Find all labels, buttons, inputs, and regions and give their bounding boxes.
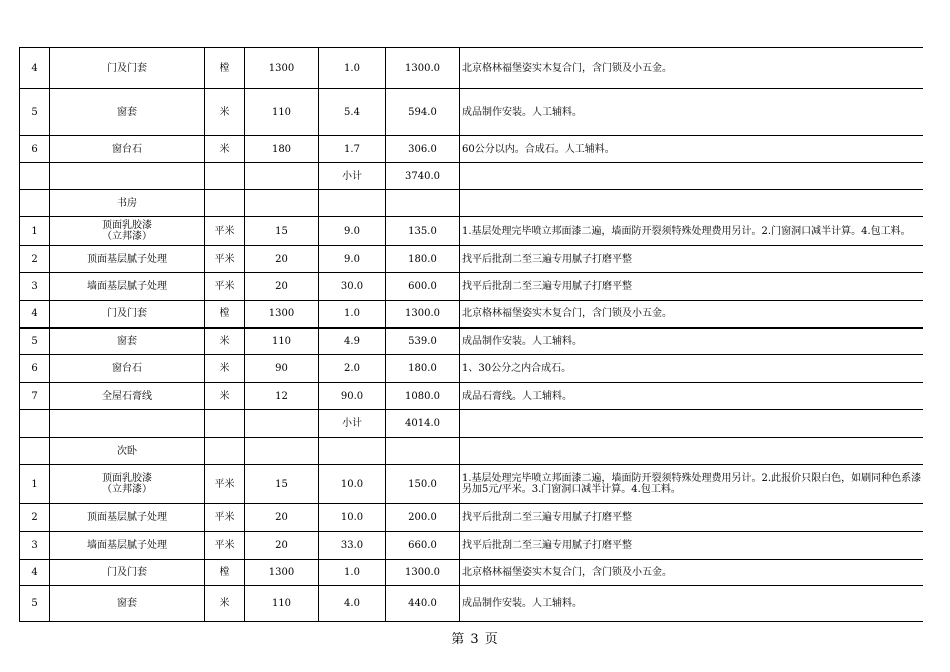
unit-price-cell: 15 [245,465,319,504]
quotation-table [19,47,923,622]
unit-price-cell [245,438,319,465]
amount-cell [386,190,460,217]
unit-cell: 米 [205,355,245,383]
row-number-cell [20,163,50,190]
table-row [20,136,923,163]
table-row [20,532,923,560]
unit-price-cell: 90 [245,355,319,383]
table-row [20,410,923,438]
quantity-cell [319,438,386,465]
description-cell: 找平后批刮二至三遍专用腻子打磨平整 [460,504,923,532]
table-row [20,190,923,217]
row-number-cell: 3 [20,532,50,560]
table-row [20,504,923,532]
amount-cell: 3740.0 [386,163,460,190]
quantity-cell: 4.9 [319,328,386,355]
page-number: 第 3 页 [451,632,499,647]
quantity-cell [319,190,386,217]
amount-cell: 180.0 [386,246,460,273]
table-row [20,355,923,383]
item-name-cell: 墙面基层腻子处理 [50,273,205,301]
row-number-cell: 2 [20,504,50,532]
amount-cell: 1300.0 [386,301,460,328]
quantity-cell: 1.0 [319,560,386,586]
table-row [20,246,923,273]
table-row [20,586,923,622]
item-name-cell: 窗套 [50,328,205,355]
unit-price-cell: 20 [245,532,319,560]
amount-cell: 600.0 [386,273,460,301]
description-cell [460,410,923,438]
table-body [20,48,923,622]
unit-cell: 米 [205,89,245,136]
amount-cell: 135.0 [386,217,460,246]
table-row [20,383,923,410]
description-cell [460,190,923,217]
quantity-cell: 1.7 [319,136,386,163]
row-number-cell: 4 [20,48,50,89]
amount-cell [386,438,460,465]
unit-price-cell: 110 [245,89,319,136]
description-cell: 1、30公分之内合成石。 [460,355,923,383]
unit-price-cell: 15 [245,217,319,246]
row-number-cell: 5 [20,89,50,136]
row-number-cell: 5 [20,586,50,622]
row-number-cell [20,438,50,465]
unit-cell: 米 [205,136,245,163]
description-cell: 60公分以内。合成石。人工辅料。 [460,136,923,163]
row-number-cell: 5 [20,328,50,355]
unit-price-cell: 20 [245,504,319,532]
description-cell: 北京格林福堡姿实木复合门，含门锁及小五金。 [460,48,923,89]
quantity-cell: 10.0 [319,465,386,504]
item-name-cell [50,410,205,438]
description-cell: 北京格林福堡姿实木复合门，含门锁及小五金。 [460,301,923,328]
quantity-cell: 小计 [319,163,386,190]
unit-price-cell: 1300 [245,48,319,89]
unit-cell: 平米 [205,273,245,301]
unit-cell: 樘 [205,48,245,89]
row-number-cell [20,190,50,217]
row-number-cell: 7 [20,383,50,410]
table-row [20,273,923,301]
amount-cell: 1300.0 [386,48,460,89]
quantity-cell: 4.0 [319,586,386,622]
amount-cell: 594.0 [386,89,460,136]
unit-cell: 平米 [205,246,245,273]
row-number-cell: 4 [20,560,50,586]
item-name-cell: 全屋石膏线 [50,383,205,410]
unit-cell [205,410,245,438]
item-name-cell: 书房 [50,190,205,217]
unit-price-cell: 20 [245,246,319,273]
description-cell: 成品制作安装。人工辅料。 [460,586,923,622]
unit-price-cell: 110 [245,586,319,622]
quantity-cell: 小计 [319,410,386,438]
amount-cell: 660.0 [386,532,460,560]
row-number-cell: 1 [20,465,50,504]
table-row [20,560,923,586]
amount-cell: 200.0 [386,504,460,532]
description-cell [460,438,923,465]
description-cell: 1.基层处理完毕喷立邦面漆二遍，墙面防开裂须特殊处理费用另计。2.门窗洞口减半计算。4.包工料。 [460,217,923,246]
amount-cell: 440.0 [386,586,460,622]
item-name-cell: 窗台石 [50,136,205,163]
quantity-cell: 90.0 [319,383,386,410]
unit-cell [205,438,245,465]
description-cell [460,163,923,190]
description-cell: 找平后批刮二至三遍专用腻子打磨平整 [460,532,923,560]
unit-price-cell [245,163,319,190]
unit-price-cell [245,190,319,217]
quantity-cell: 9.0 [319,217,386,246]
amount-cell: 306.0 [386,136,460,163]
unit-cell [205,190,245,217]
item-name-cell [50,163,205,190]
unit-cell [205,163,245,190]
table-row [20,328,923,355]
unit-cell: 平米 [205,532,245,560]
unit-price-cell: 20 [245,273,319,301]
description-cell: 成品制作安装。人工辅料。 [460,89,923,136]
amount-cell: 4014.0 [386,410,460,438]
unit-cell: 米 [205,586,245,622]
row-number-cell: 1 [20,217,50,246]
quantity-cell: 9.0 [319,246,386,273]
description-cell: 找平后批刮二至三遍专用腻子打磨平整 [460,246,923,273]
quantity-cell: 30.0 [319,273,386,301]
table-row [20,465,923,504]
unit-cell: 樘 [205,560,245,586]
item-name-cell: 次卧 [50,438,205,465]
row-number-cell: 2 [20,246,50,273]
amount-cell: 150.0 [386,465,460,504]
row-number-cell: 6 [20,136,50,163]
table-row [20,301,923,328]
row-number-cell [20,410,50,438]
unit-cell: 米 [205,328,245,355]
unit-price-cell: 1300 [245,560,319,586]
row-number-cell: 4 [20,301,50,328]
item-name-cell: 顶面基层腻子处理 [50,504,205,532]
item-name-cell: 窗套 [50,586,205,622]
amount-cell: 1300.0 [386,560,460,586]
unit-price-cell [245,410,319,438]
unit-cell: 樘 [205,301,245,328]
table-row [20,89,923,136]
amount-cell: 539.0 [386,328,460,355]
unit-price-cell: 180 [245,136,319,163]
description-cell: 成品制作安装。人工辅料。 [460,328,923,355]
unit-cell: 平米 [205,217,245,246]
unit-cell: 米 [205,383,245,410]
unit-cell: 平米 [205,465,245,504]
quantity-cell: 33.0 [319,532,386,560]
table-row [20,48,923,89]
unit-price-cell: 12 [245,383,319,410]
table-row [20,217,923,246]
description-cell: 成品石膏线。人工辅料。 [460,383,923,410]
quantity-cell: 10.0 [319,504,386,532]
item-name-cell: 墙面基层腻子处理 [50,532,205,560]
description-cell: 1.基层处理完毕喷立邦面漆二遍，墙面防开裂须特殊处理费用另计。2.此报价只限白色，如刷同种色系漆另加5元/平米。3.门窗洞口减半计算。4.包工料。 [460,465,923,504]
description-cell: 北京格林福堡姿实木复合门，含门锁及小五金。 [460,560,923,586]
unit-cell: 平米 [205,504,245,532]
item-name-cell: 门及门套 [50,301,205,328]
amount-cell: 1080.0 [386,383,460,410]
item-name-cell: 门及门套 [50,48,205,89]
item-name-cell: 顶面乳胶漆 （立邦漆） [50,465,205,504]
item-name-cell: 顶面基层腻子处理 [50,246,205,273]
row-number-cell: 6 [20,355,50,383]
unit-price-cell: 110 [245,328,319,355]
item-name-cell: 顶面乳胶漆 （立邦漆） [50,217,205,246]
quantity-cell: 1.0 [319,301,386,328]
unit-price-cell: 1300 [245,301,319,328]
quantity-cell: 1.0 [319,48,386,89]
amount-cell: 180.0 [386,355,460,383]
row-number-cell: 3 [20,273,50,301]
item-name-cell: 窗台石 [50,355,205,383]
item-name-cell: 门及门套 [50,560,205,586]
quantity-cell: 2.0 [319,355,386,383]
table-row [20,438,923,465]
item-name-cell: 窗套 [50,89,205,136]
description-cell: 找平后批刮二至三遍专用腻子打磨平整 [460,273,923,301]
quantity-cell: 5.4 [319,89,386,136]
table-row [20,163,923,190]
